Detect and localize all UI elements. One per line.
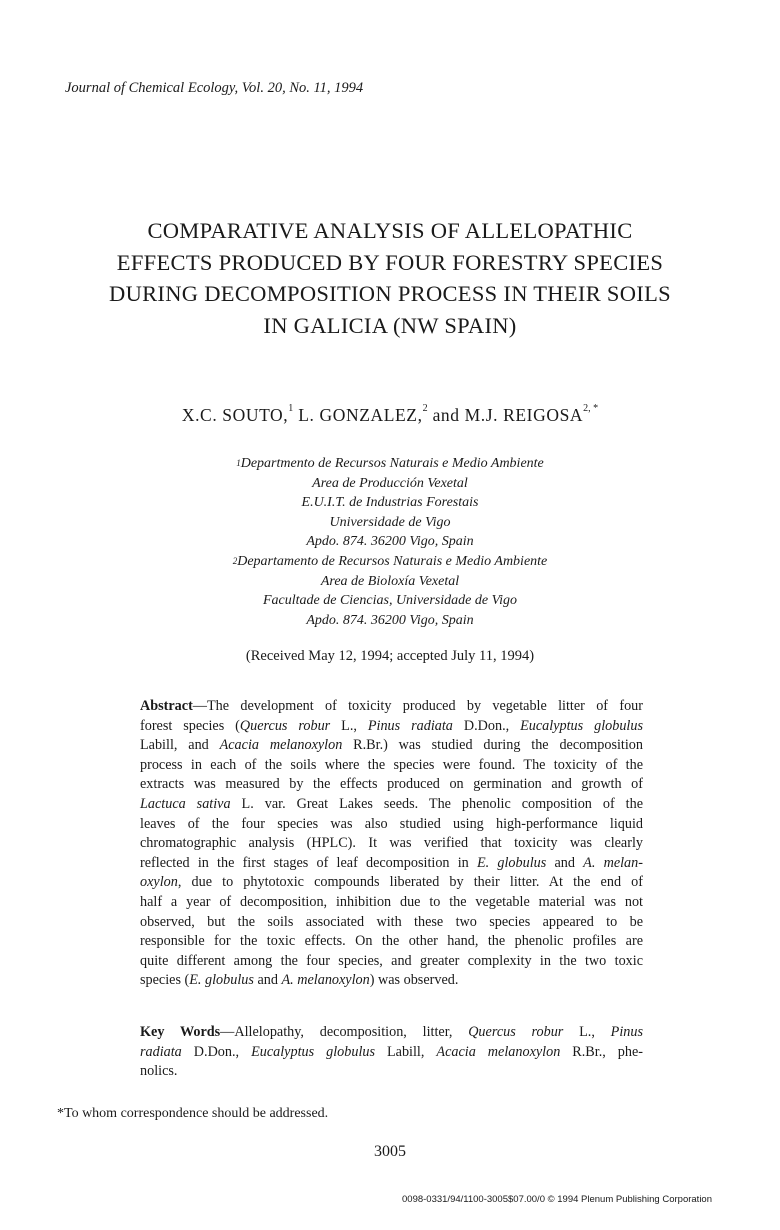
affiliation-2 (0, 552, 780, 630)
page-number: 3005 (374, 1143, 406, 1160)
author-affiliation-mark: 1 (288, 403, 294, 414)
author-affiliation-mark: 2, * (583, 403, 599, 414)
copyright-line: 0098-0331/94/1100-3005$07.00/0 © 1994 Plenum Publishing Corporation (402, 1194, 712, 1205)
keywords: Key Words—Allelopathy, decomposition, litter, Quercus robur L., Pinus radiata D.Don., Eucalyptus globulus Labill, Acacia melanoxylon R.Br., phe- nolics. (140, 1024, 643, 1080)
affiliation-line: Apdo. 874. 36200 Vigo, Spain (306, 534, 474, 549)
keywords-heading: Key Words (140, 1024, 221, 1040)
abstract-heading: Abstract (140, 698, 193, 714)
title-line: DURING DECOMPOSITION PROCESS IN THEIR SOILS (109, 281, 671, 306)
affiliation-line: Departmento de Recursos Naturais e Medio Ambiente (240, 456, 544, 471)
affiliation-1 (0, 454, 780, 552)
affiliation-line: Area de Bioloxía Vexetal (320, 573, 460, 589)
correspondence-footnote: *To whom correspondence should be addressed. (57, 1106, 329, 1121)
author-name: X.C. SOUTO, (181, 405, 289, 425)
journal-citation: Journal of Chemical Ecology, Vol. 20, No. 11, 1994 (65, 80, 364, 96)
received-dates: (Received May 12, 1994; accepted July 11, 1994) (245, 648, 535, 664)
affiliation-line: Area de Producción Vexetal (312, 475, 468, 491)
affiliation-line: E.U.I.T. de Industrias Forestais (301, 495, 479, 510)
affiliation-line: Apdo. 874. 36200 Vigo, Spain (306, 612, 474, 628)
author-name: L. GONZALEZ, (298, 405, 423, 425)
affiliation-line: Facultade de Ciencias, Universidade de Vigo (262, 593, 517, 608)
paper-title (40, 215, 740, 341)
title-line: EFFECTS PRODUCED BY FOUR FORESTRY SPECIES (116, 249, 664, 275)
affiliation-mark: 2 (232, 556, 238, 566)
author-name: M.J. REIGOSA (464, 405, 584, 425)
affiliation-line: Universidade de Vigo (329, 514, 451, 530)
affiliation-line: Departamento de Recursos Naturais e Medio Ambiente (237, 554, 548, 569)
title-line: IN GALICIA (NW SPAIN) (263, 312, 517, 338)
author-affiliation-mark: 2 (422, 403, 428, 414)
affiliation-mark: 1 (236, 458, 241, 468)
title-line: COMPARATIVE ANALYSIS OF ALLELOPATHIC (147, 218, 633, 243)
abstract: Abstract—The development of toxicity produced by vegetable litter of four forest species (Quercus robur L., Pinus radiata D.Don., Eucalyptus globulus Labill, and Acacia melanoxylon R.Br.) was studied during the decomposition process in each of the soils where the species were found. The toxicity of the extracts was measured by the effects produced on germination and growth of Lactuca sativa L. var. Great Lakes seeds. The phenolic composition of the leaves of the four species was also studied using high-performance liquid chromatographic analysis (HPLC). It was verified that toxicity was clearly reflected in the first stages of leaf decomposition in E. globulus and A. melan- oxylon, due to phytotoxic compounds liberated by their litter. At the end of half a year of decomposition, inhibition due to the vegetable material was not observed, but the soils associated with these two species appeared to be responsible for the toxic effects. On the other hand, the phenolic profiles are quite different among the four species, and greater complexity in the two toxic species (E. globulus and A. melanoxylon) was observed. (140, 698, 643, 989)
author-conjunction: and (432, 405, 460, 425)
author-list (0, 405, 780, 426)
